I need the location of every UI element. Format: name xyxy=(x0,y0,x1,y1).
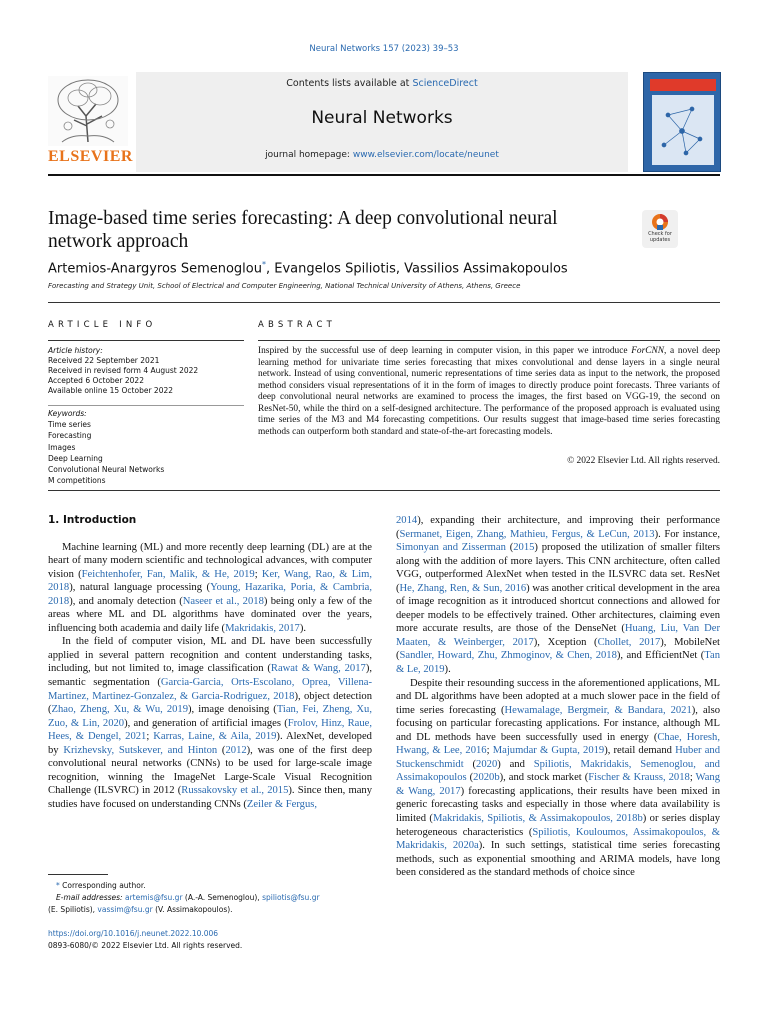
journal-homepage-link[interactable]: www.elsevier.com/locate/neunet xyxy=(352,150,499,160)
keyword-item: Deep Learning xyxy=(48,453,103,463)
citation-link[interactable]: Chollet, 2017 xyxy=(597,636,661,648)
keyword-item: Images xyxy=(48,442,76,452)
author-semenoglou[interactable]: Artemios-Anargyros Semenoglou xyxy=(48,261,262,277)
body-text: ), semantic segmentation ( xyxy=(48,663,372,689)
email-semenoglou-link[interactable]: artemis@fsu.gr xyxy=(124,893,183,902)
body-text: ) proposed the utilization of smaller filters along with the addition of more layers. This CNN architecture, often called VGG, outperformed AlexNet when tested in the ILSVRC data set. ResNet ( xyxy=(396,542,720,594)
citation-link[interactable]: Sandler, Howard, Zhu, Zhmoginov, & Chen, 2018 xyxy=(399,650,617,662)
issn-copyright: 0893-6080/© 2022 Elsevier Ltd. All rights reserved. xyxy=(48,940,243,950)
citation-link[interactable]: Sermanet, Eigen, Zhang, Mathieu, Fergus, & LeCun, 2013 xyxy=(399,528,655,540)
body-text: ( xyxy=(466,772,474,784)
doi-link[interactable]: https://doi.org/10.1016/j.neunet.2022.10.006 xyxy=(48,929,219,938)
citation-link[interactable]: He, Zhang, Ren, & Sun, 2016 xyxy=(399,582,527,594)
article-info-rule xyxy=(48,340,244,341)
citation-link[interactable]: Fischer & Krauss, 2018 xyxy=(588,772,690,784)
body-column-right xyxy=(396,514,720,880)
cover-header-band xyxy=(650,79,716,91)
body-text: ), and stock market ( xyxy=(499,772,589,784)
author-list xyxy=(48,260,668,276)
citation-link[interactable]: Zhao, Zheng, Xu, & Wu, 2019 xyxy=(51,704,189,716)
corresponding-label: Corresponding author. xyxy=(62,881,146,890)
email-assimakopoulos-link[interactable]: vassim@fsu.gr xyxy=(97,905,153,914)
body-text: ), natural language processing ( xyxy=(69,582,211,594)
abstract-part-2: , a novel deep learning method for univariate time series forecasting that mixes convolutional and dense layers in a single neural network. Instead of using conventional, numeric representations of time series data as input to the network, the proposed method considers visual representations of it in the form of images to directly produce point forecasts. Three variants of deep convolutional neural networks are examined to process the images, the first based on VGG-19, the second on ResNet-50, while the third on a self-designed architecture. The performance of the proposed approach is evaluated using time series of the M3 and M4 forecasting competitions. Our results suggest that image-based time series forecasting methods can outperform both standard and state-of-the-art forecasting models. xyxy=(258,346,721,437)
citation-link[interactable]: Hewamalage, Bergmeir, & Bandara, 2021 xyxy=(504,704,692,716)
masthead-rule xyxy=(48,174,720,176)
body-text: ). AlexNet, developed by xyxy=(48,731,372,756)
body-text: ) being only a few of the areas where ML and DL algorithms have dominated over the years, influencing both academia and daily life ( xyxy=(48,595,372,634)
citation-link[interactable]: 2020 xyxy=(476,758,498,770)
abstract-bottom-rule xyxy=(48,490,720,491)
abstract-rule xyxy=(258,340,720,341)
body-text: ). xyxy=(444,664,451,676)
keyword-item: M competitions xyxy=(48,476,106,486)
keyword-item: Forecasting xyxy=(48,431,92,441)
body-text: ), object detection ( xyxy=(48,690,372,716)
keyword-item: Time series xyxy=(48,420,91,430)
body-text: ) was another critical development in the area of image recognition as it introduced shortcut connections and allowed for deeper models to be effectively trained. Other architectures, claiming even more accurate results, are those of the DenseNet ( xyxy=(396,582,720,635)
body-text: Machine learning (ML) and more recently deep learning (DL) are at the heart of many modern scientific and technological advances, with computer vision ( xyxy=(48,541,372,580)
body-text: ), and EfficientNet ( xyxy=(616,650,705,662)
body-text: ), MobileNet ( xyxy=(396,636,720,662)
citation-link[interactable]: Feichtenhofer, Fan, Malik, & He, 2019 xyxy=(81,568,255,580)
footnote-emails-continued xyxy=(48,904,378,916)
citation-link[interactable]: 2015 xyxy=(513,542,535,554)
email-spiliotis-link[interactable]: spiliotis@fsu.gr xyxy=(262,893,320,902)
citation-link[interactable]: Frolov, Hinz, Raue, Hees, & Dengel, 2021 xyxy=(48,717,373,743)
citation-link[interactable]: Huber and Stuckenschmidt xyxy=(396,745,721,770)
citation-link[interactable]: Karras, Laine, & Aila, 2019 xyxy=(153,731,277,743)
footnotes xyxy=(48,880,378,916)
keywords-heading: Keywords: xyxy=(48,409,87,418)
citation-link[interactable]: Makridakis, 2017 xyxy=(225,622,300,634)
affiliation-rule xyxy=(48,302,720,303)
footnote-rule xyxy=(48,874,108,875)
body-text: Despite their resounding success in the aforementioned applications, ML and DL algorithms have been adopted at a much slower pace in the field of time series forecasting ( xyxy=(396,677,720,716)
citation-link[interactable]: Garcia-Garcia, Orts-Escolano, Oprea, Villena-Martinez, Martinez-Gonzalez, & Garcia-Rodriguez, 2018 xyxy=(48,677,372,702)
check-updates-icon xyxy=(651,213,669,231)
forcnn-term: ForCNN xyxy=(631,346,665,356)
network-graph-icon xyxy=(652,95,714,165)
email-label: E-mail addresses: xyxy=(56,893,123,902)
citation-link[interactable]: Zeiler & Fergus, xyxy=(246,798,318,810)
body-text: ), image denoising ( xyxy=(188,704,277,716)
author-others: , Evangelos Spiliotis, Vassilios Assimakopoulos xyxy=(265,261,568,277)
body-text: ), retail demand xyxy=(604,745,676,757)
body-text: ), also focusing on particular forecasting applications. For instance, although ML and DL methods have been successfully used in energy ( xyxy=(396,704,721,743)
keywords-rule xyxy=(48,405,244,406)
body-text: ), expanding their architecture, and improving their performance ( xyxy=(396,515,720,540)
email-spiliotis-name: (E. Spiliotis), xyxy=(48,905,98,914)
citation-link[interactable]: Tian, Fei, Zheng, Xu, Zuo, & Lin, 2020 xyxy=(48,704,372,729)
keywords-list xyxy=(48,408,244,486)
article-history-heading: Article history: xyxy=(48,346,103,355)
body-text: ). For instance, xyxy=(654,528,720,540)
citation-link[interactable]: Spiliotis, Makridakis, Semenoglou, and Assimakopoulos xyxy=(396,758,720,784)
intro-paragraph-1 xyxy=(48,541,372,636)
article-history xyxy=(48,346,244,396)
citation-link[interactable]: Tan & Le, 2019 xyxy=(396,650,721,676)
section-heading-introduction: 1. Introduction xyxy=(48,514,137,526)
body-text: ) forecasting applications, their results have been mixed in generic forecasting tasks and especially in those where data availability is limited ( xyxy=(396,785,720,825)
citation-link[interactable]: Rawat & Wang, 2017 xyxy=(270,663,366,675)
footnote-corresponding xyxy=(48,880,378,892)
elsevier-wordmark: ELSEVIER xyxy=(48,148,133,165)
body-text: In the field of computer vision, ML and DL have been successfully applied in several pattern recognition and content understanding tasks, including, but not limited to, image classification ( xyxy=(48,636,372,675)
body-text: ), and anomaly detection ( xyxy=(69,595,183,607)
elsevier-logo xyxy=(48,76,133,168)
citation-link[interactable]: Krizhevsky, Sutskever, and Hinton xyxy=(63,744,218,756)
history-online: Available online 15 October 2022 xyxy=(48,386,174,395)
article-title: Image-based time series forecasting: A deep convolutional neural network approach xyxy=(48,208,558,252)
citation-link[interactable]: Makridakis, Spiliotis, & Assimakopoulos, 2018b xyxy=(432,813,643,825)
journal-citation[interactable]: Neural Networks 157 (2023) 39–53 xyxy=(309,44,459,54)
citation-link[interactable]: Wang & Wang, 2017 xyxy=(396,772,720,797)
history-received: Received 22 September 2021 xyxy=(48,356,160,365)
contents-line xyxy=(136,78,628,89)
corresponding-author-mark[interactable]: * xyxy=(261,260,266,269)
intro-paragraph-2 xyxy=(48,635,372,811)
citation-link[interactable]: 2020b xyxy=(473,772,500,784)
masthead-center-panel xyxy=(136,72,628,172)
citation-link[interactable]: Spiliotis, Kouloumos, Assimakopoulos, & Makridakis, 2020a xyxy=(396,826,720,852)
cover-artwork xyxy=(652,95,714,165)
history-accepted: Accepted 6 October 2022 xyxy=(48,376,144,385)
body-text: ( xyxy=(217,744,226,756)
email-assimakopoulos-name: (V. Assimakopoulos). xyxy=(152,905,233,914)
email-semenoglou-name: (A.-A. Semenoglou), xyxy=(182,893,263,902)
body-text: ; xyxy=(254,568,262,580)
check-updates-label: Check for updates xyxy=(648,231,672,243)
body-text: ; xyxy=(689,772,696,784)
body-text: ) or series display heterogeneous characteristics ( xyxy=(396,813,720,838)
body-text: ( xyxy=(505,542,514,554)
citation-link[interactable]: Young, Hazarika, Poria, & Cambria, 2018 xyxy=(48,582,372,607)
body-text: ) and xyxy=(497,758,534,770)
body-text: ), was one of the first deep convolutional neural networks (CNNs) to be used for large-scale image recognition, winning the ImageNet Large-Scale Visual Recognition Challenge (ILSVRC) in 2012 ( xyxy=(48,744,372,797)
article-info-heading: ARTICLE INFO xyxy=(48,320,157,330)
body-text: ). In such settings, statistical time series forecasting methods, such as exponential smoothing and ARIMA models, have long been considered as the standard methods of choice since xyxy=(396,840,720,879)
body-text: ; xyxy=(486,745,493,757)
citation-link[interactable]: Majumdar & Gupta, 2019 xyxy=(492,745,605,757)
body-text: ; xyxy=(146,731,154,743)
body-text: ). xyxy=(299,622,307,634)
citation-link[interactable]: 2014 xyxy=(396,515,418,526)
body-text: ( xyxy=(463,758,477,770)
footnote-mark: * xyxy=(56,881,60,890)
contents-prefix: Contents lists available at xyxy=(286,78,410,89)
journal-cover-image[interactable] xyxy=(643,72,721,172)
body-text: ), and generation of artificial images ( xyxy=(124,717,288,729)
history-revised: Received in revised form 4 August 2022 xyxy=(48,366,199,375)
doi-block xyxy=(48,928,378,951)
abstract-part-1: Inspired by the successful use of deep learning in computer vision, in this paper we introduce xyxy=(258,346,632,356)
journal-title: Neural Networks xyxy=(311,108,453,128)
keyword-item: Convolutional Neural Networks xyxy=(48,465,165,475)
citation-link[interactable]: Huang, Liu, Van Der Maaten, & Weinberger, 2017 xyxy=(396,623,720,648)
body-column-left xyxy=(48,514,372,811)
homepage-prefix: journal homepage: xyxy=(265,150,350,160)
check-for-updates-badge[interactable] xyxy=(642,210,678,248)
intro-paragraph-3 xyxy=(396,677,720,880)
abstract-text xyxy=(258,346,720,438)
citation-link[interactable]: Naseer et al., 2018 xyxy=(182,595,264,607)
footnote-emails xyxy=(48,892,378,904)
abstract-copyright: © 2022 Elsevier Ltd. All rights reserved. xyxy=(567,456,720,466)
homepage-line xyxy=(136,150,628,160)
body-text: ), Xception ( xyxy=(533,636,598,648)
journal-masthead xyxy=(48,72,720,172)
citation-link[interactable]: 2012 xyxy=(225,744,247,756)
citation-link[interactable]: Simonyan and Zisserman xyxy=(396,542,506,554)
citation-link[interactable]: Chae, Horesh, Hwang, & Lee, 2016 xyxy=(396,731,721,757)
elsevier-tree-icon xyxy=(48,76,128,146)
citation-link[interactable]: Russakovsky et al., 2015 xyxy=(181,785,289,797)
sciencedirect-link[interactable]: ScienceDirect xyxy=(412,78,478,89)
author-affiliation: Forecasting and Strategy Unit, School of Electrical and Computer Engineering, National Technical University of Athens, Athens, Greece xyxy=(48,282,521,290)
body-text: ). Since then, many studies have focused on understanding CNNs ( xyxy=(48,785,372,810)
intro-paragraph-2-continued xyxy=(396,514,720,677)
abstract-heading: ABSTRACT xyxy=(258,320,337,330)
citation-link[interactable]: Ker, Wang, Rao, & Lim, 2018 xyxy=(48,568,373,594)
